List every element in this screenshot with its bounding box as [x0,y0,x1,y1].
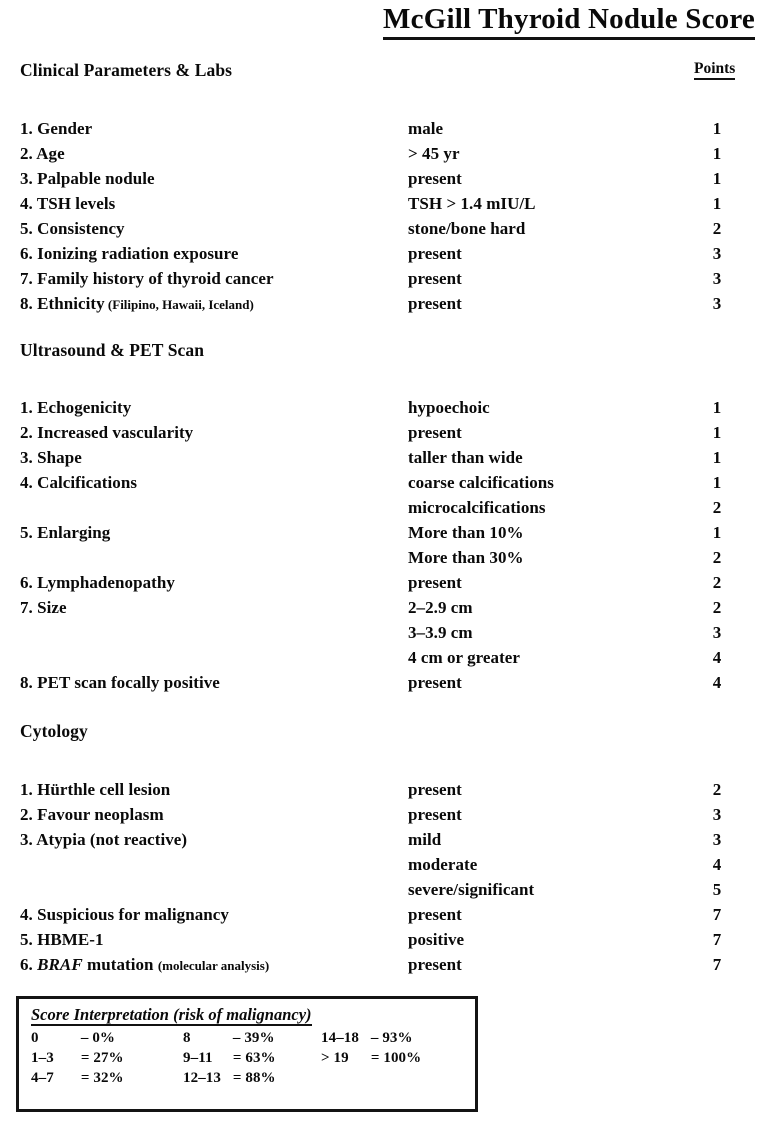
score-row-value: coarse calcifications [408,473,554,492]
score-row-points: 3 [712,830,722,849]
score-interpretation-title-text: Score Interpretation (risk of malignancy) [31,1005,312,1024]
score-row [0,420,762,445]
score-row [0,802,762,827]
score-row-points: 2 [712,598,722,617]
score-row-points: 4 [712,648,722,667]
section-heading-clinical: Clinical Parameters & Labs [20,60,233,80]
score-row [0,827,762,852]
score-row-label: 3. Shape [20,448,82,467]
interpretation-score-range: 1–3 [31,1050,54,1066]
score-row-value: 3–3.9 cm [408,623,473,642]
score-row [0,291,762,316]
score-row-label: 7. Size [20,598,67,617]
points-column-header [694,60,735,78]
interpretation-score-range: 14–18 [321,1030,359,1046]
score-row-points: 2 [712,780,722,799]
score-row-value: mild [408,830,442,849]
page-title-text: McGill Thyroid Nodule Score [383,3,755,40]
score-row-value: positive [408,930,465,949]
score-row-label: 5. HBME-1 [20,930,104,949]
score-row-points: 2 [712,219,722,238]
score-row-value: severe/significant [408,880,535,899]
score-row-points: 2 [712,498,722,517]
interpretation-score-range: 4–7 [31,1070,54,1086]
interpretation-score-range: 0 [31,1030,39,1046]
score-row-points: 2 [712,573,722,592]
score-row-points: 1 [712,398,722,417]
score-row-label: 5. Consistency [20,219,125,238]
score-row-label: 8. PET scan focally positive [20,673,220,692]
interpretation-score-range: 9–11 [183,1050,213,1066]
score-row-value: present [408,294,462,313]
interpretation-entry [321,1028,421,1048]
interpretation-separator: – [77,1030,93,1046]
score-row-value: present [408,169,462,188]
score-row-label: 2. Favour neoplasm [20,805,164,824]
score-row-label: 3. Palpable nodule [20,169,155,188]
interpretation-column-2 [183,1028,276,1088]
score-row-points: 3 [712,269,722,288]
interpretation-separator: = [229,1070,246,1086]
score-row-value: present [408,269,462,288]
score-row-label: 4. Calcifications [20,473,138,492]
score-row-points: 1 [712,194,722,213]
score-row-value: stone/bone hard [408,219,526,238]
score-row-points: 5 [712,880,722,899]
score-row [0,595,762,620]
interpretation-score-range: 12–13 [183,1070,221,1086]
score-row-value: present [408,805,462,824]
score-row-label: 1. Gender [20,119,93,138]
score-row-value: present [408,905,462,924]
score-row-value: present [408,673,462,692]
score-row [0,141,762,166]
interpretation-entry [183,1028,276,1048]
interpretation-separator: = [229,1050,246,1066]
score-row-value: hypoechoic [408,398,490,417]
score-row-points: 7 [712,930,722,949]
interpretation-score-range: > 19 [321,1050,349,1066]
interpretation-entry [31,1068,124,1088]
score-row-label: 2. Age [20,144,65,163]
score-row [0,191,762,216]
score-row-points: 3 [712,623,722,642]
score-row [0,927,762,952]
score-row-label-note: (Filipino, Hawaii, Iceland) [104,297,254,312]
score-row-label: 2. Increased vascularity [20,423,194,442]
score-row-label: 1. Hürthle cell lesion [20,780,171,799]
score-interpretation-title [31,1005,312,1025]
interpretation-risk-value: 0% [92,1030,116,1046]
score-row-points: 4 [712,673,722,692]
score-row [0,902,762,927]
score-row-label-note: (molecular analysis) [157,958,270,973]
score-row-label: 7. Family history of thyroid cancer [20,269,274,288]
interpretation-entry [31,1028,124,1048]
score-row-points: 1 [712,473,722,492]
score-row-points: 1 [712,523,722,542]
score-row-points: 1 [712,448,722,467]
interpretation-separator: = [77,1050,94,1066]
interpretation-risk-value: 27% [93,1050,124,1066]
score-row-points: 3 [712,294,722,313]
score-row [0,545,762,570]
score-row-label: 6. Ionizing radiation exposure [20,244,239,263]
score-row-value: male [408,119,444,138]
score-row-points: 1 [712,169,722,188]
interpretation-score-range: 8 [183,1030,191,1046]
score-row-points: 1 [712,119,722,138]
score-interpretation-box [16,996,478,1112]
score-row-points: 7 [712,905,722,924]
interpretation-column-1 [31,1028,124,1088]
score-row-value: present [408,955,462,974]
score-row-points: 3 [712,244,722,263]
score-row [0,670,762,695]
score-row-label: 6. BRAF mutation (molecular analysis) [20,955,270,974]
score-row [0,877,762,902]
score-row [0,520,762,545]
interpretation-entry [321,1048,421,1068]
interpretation-separator: – [367,1030,383,1046]
score-row-value: 2–2.9 cm [408,598,473,617]
score-row [0,266,762,291]
score-row-value: 4 cm or greater [408,648,520,667]
score-row-label: 3. Atypia (not reactive) [20,830,188,849]
interpretation-entry [183,1048,276,1068]
page-title [0,2,762,36]
score-row-label: 1. Echogenicity [20,398,132,417]
interpretation-risk-value: 88% [245,1070,276,1086]
score-row-value: present [408,423,462,442]
score-row-label: 4. Suspicious for malignancy [20,905,229,924]
score-row-value: present [408,244,462,263]
interpretation-risk-value: 32% [93,1070,124,1086]
points-column-header-text: Points [694,60,735,80]
score-row [0,166,762,191]
score-row-value: More than 30% [408,548,524,567]
score-row-label: 8. Ethnicity (Filipino, Hawaii, Iceland) [20,294,254,313]
score-row-points: 3 [712,805,722,824]
interpretation-risk-value: 93% [382,1030,413,1046]
section-heading-cytology: Cytology [20,721,88,741]
section-heading-ultrasound: Ultrasound & PET Scan [20,340,205,360]
interpretation-entry [183,1068,276,1088]
score-row-value: TSH > 1.4 mIU/L [408,194,536,213]
interpretation-risk-value: 63% [245,1050,276,1066]
interpretation-risk-value: 39% [244,1030,275,1046]
score-row-points: 2 [712,548,722,567]
score-row-value: present [408,780,462,799]
score-row-value: More than 10% [408,523,524,542]
score-row-value: present [408,573,462,592]
score-row-points: 1 [712,423,722,442]
score-row-points: 4 [712,855,722,874]
score-row [0,470,762,495]
score-row [0,445,762,470]
score-row [0,116,762,141]
score-row-label: 4. TSH levels [20,194,116,213]
score-row [0,216,762,241]
score-row-value: moderate [408,855,478,874]
score-row [0,777,762,802]
score-row [0,645,762,670]
score-row [0,620,762,645]
interpretation-separator: = [77,1070,94,1086]
score-row [0,241,762,266]
interpretation-separator: – [229,1030,245,1046]
score-row [0,570,762,595]
gene-name-italic: BRAF [37,955,83,974]
score-row [0,395,762,420]
score-row-points: 7 [712,955,722,974]
score-row-value: microcalcifications [408,498,546,517]
score-row-value: taller than wide [408,448,523,467]
score-row-label: 5. Enlarging [20,523,111,542]
interpretation-separator: = [367,1050,384,1066]
interpretation-column-3 [321,1028,421,1068]
score-row [0,495,762,520]
score-row [0,852,762,877]
score-row [0,952,762,977]
score-row-value: > 45 yr [408,144,460,163]
score-row-points: 1 [712,144,722,163]
interpretation-risk-value: 100% [383,1050,422,1066]
interpretation-entry [31,1048,124,1068]
score-row-label: 6. Lymphadenopathy [20,573,175,592]
